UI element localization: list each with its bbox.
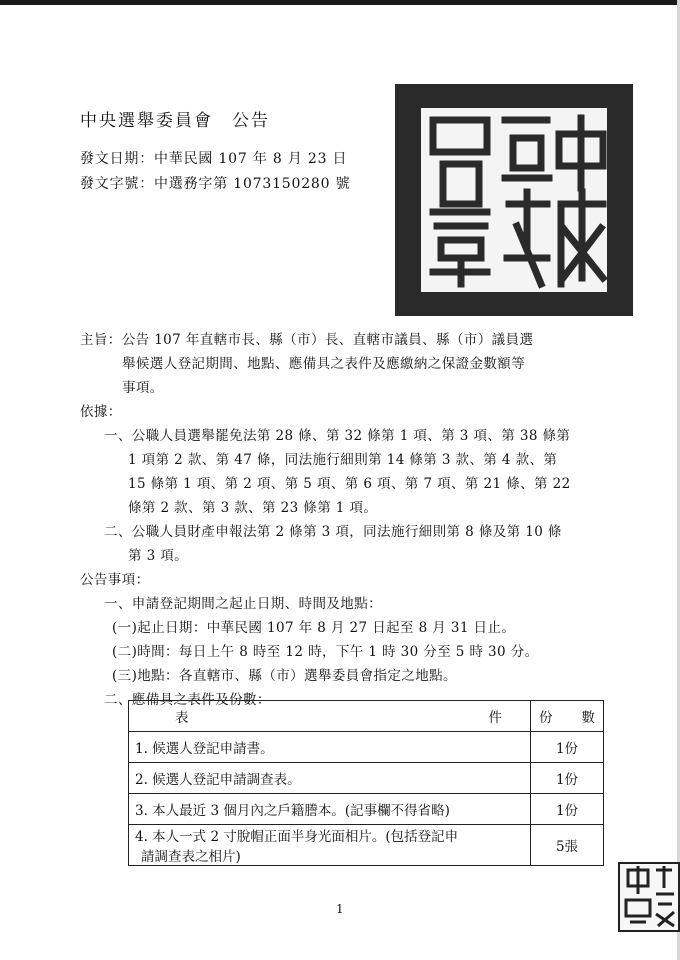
notice-sub-3: (三)地點：各直轄市、縣（市）選舉委員會指定之地點。: [112, 668, 457, 684]
header-document-b: 件: [488, 710, 502, 726]
notice-sub-1: (一)起止日期：中華民國 107 年 8 月 27 日起至 8 月 31 日止。: [112, 620, 516, 636]
subject-line-2: 舉候選人登記期間、地點、應備具之表件及應繳納之保證金數額等: [122, 356, 526, 372]
quantity-cell: 1份: [531, 794, 604, 825]
page-number: 1: [336, 902, 344, 916]
seal-script-glyphs: [421, 108, 607, 292]
header-document-a: 表: [175, 710, 189, 726]
header-quantity-b: 數: [581, 710, 595, 726]
notice-label: 公告事項：: [80, 572, 150, 588]
official-seal-face: [421, 108, 607, 292]
table-header-row: [129, 701, 604, 732]
header-document: [129, 701, 531, 732]
scan-top-edge: [0, 0, 680, 5]
document-cell: 3. 本人最近 3 個月內之戶籍謄本。(記事欄不得省略): [129, 794, 531, 825]
basis-item-2-line-1: 二、公職人員財產申報法第 2 條第 3 項，同法施行細則第 8 條及第 10 條: [104, 524, 562, 540]
notice-item-2: 二、應備具之表件及份數：: [104, 692, 271, 708]
basis-item-1-line-2: 1 項第 2 款、第 47 條，同法施行細則第 14 條第 3 款、第 4 款、第: [128, 452, 558, 468]
subject-line-1: 主旨：公告 107 年直轄市長、縣（市）長、直轄市議員、縣（市）議員選: [80, 332, 534, 348]
basis-item-1-line-3: 15 條第 1 項、第 2 項、第 5 項、第 6 項、第 7 項、第 21 條、第 22: [128, 476, 571, 492]
document-cell: 1. 候選人登記申請書。: [129, 732, 531, 763]
document-number: 發文字號：中選務字第 1073150280 號: [80, 176, 351, 192]
quantity-cell: 1份: [531, 732, 604, 763]
basis-item-2-line-2: 第 3 項。: [128, 548, 189, 564]
table-row: [129, 794, 604, 825]
document-cell-line-1: 4. 本人一式 2 寸脫帽正面半身光面相片。(包括登記申: [135, 829, 459, 845]
quantity-cell: 5張: [531, 825, 604, 866]
notice-item-1: 一、申請登記期間之起止日期、時間及地點：: [104, 596, 382, 612]
subject-line-3: 事項。: [122, 380, 164, 396]
table-row: [129, 732, 604, 763]
table-row: [129, 763, 604, 794]
required-documents-table: [128, 700, 604, 866]
table-row: [129, 825, 604, 866]
basis-label: 依據：: [80, 404, 122, 420]
document-cell: [129, 825, 531, 866]
official-seal: [395, 84, 633, 316]
notice-sub-2: (二)時間：每日上午 8 時至 12 時，下午 1 時 30 分至 5 時 30 分。: [112, 644, 539, 660]
document-cell-line-2: 請調查表之相片): [141, 849, 241, 865]
basis-item-1-line-1: 一、公職人員選舉罷免法第 28 條、第 32 條第 1 項、第 3 項、第 38 條第: [104, 428, 571, 444]
header-quantity: [531, 701, 604, 732]
document-title: 中央選舉委員會 公告: [80, 111, 270, 131]
small-seal-glyphs: [620, 864, 678, 930]
quantity-cell: 1份: [531, 763, 604, 794]
small-official-seal: [618, 862, 680, 932]
issue-date: 發文日期：中華民國 107 年 8 月 23 日: [80, 151, 348, 167]
basis-item-1-line-4: 條第 2 款、第 3 款、第 23 條第 1 項。: [128, 500, 378, 516]
document-cell: 2. 候選人登記申請調查表。: [129, 763, 531, 794]
header-quantity-a: 份: [539, 710, 553, 726]
